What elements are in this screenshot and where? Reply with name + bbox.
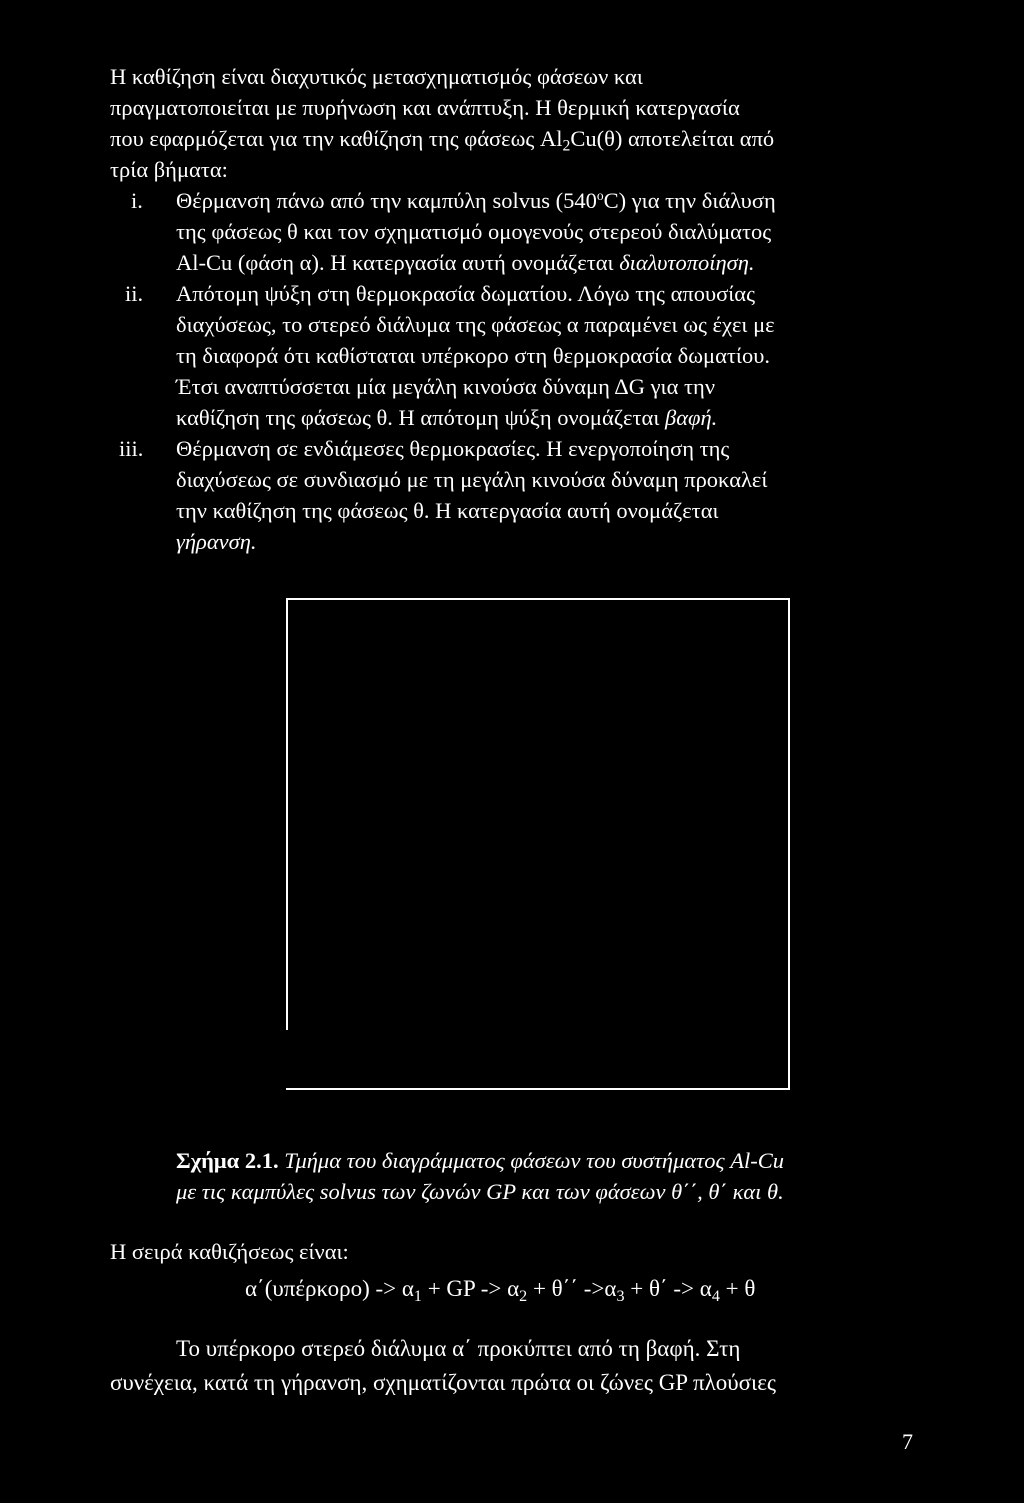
- figure-frame-top: [286, 598, 790, 600]
- step-1-line-2: της φάσεως θ και τον σχηματισμό ομογενούς στερεού διαλύματος: [176, 219, 772, 244]
- closing-line-1: Το υπέρκορο στερεό διάλυμα α΄ προκύπτει από τη βαφή. Στη: [176, 1336, 741, 1361]
- step-3-line-3: την καθίζηση της φάσεως θ. Η κατεργασία αυτή ονομάζεται: [176, 498, 719, 523]
- figure-caption-line-1: Σχήμα 2.1. Τμήμα του διαγράμματος φάσεων του συστήματος Al-Cu: [176, 1148, 784, 1173]
- step-1-line-3: Al-Cu (φάση α). Η κατεργασία αυτή ονομάζεται διαλυτοποίηση.: [176, 250, 755, 275]
- intro-line-2: πραγματοποιείται με πυρήνωση και ανάπτυξη. Η θερμική κατεργασία: [110, 95, 740, 120]
- figure-caption-line-2: με τις καμπύλες solvus των ζωνών GP και των φάσεων θ΄΄, θ΄ και θ.: [176, 1179, 784, 1204]
- figure-frame: [286, 598, 790, 1090]
- figure-frame-bottom: [286, 1088, 790, 1090]
- closing-line-2: συνέχεια, κατά τη γήρανση, σχηματίζονται πρώτα οι ζώνες GP πλούσιες: [110, 1370, 777, 1395]
- sequence-formula: $\alpha΄(\upsilon\pi έ\rho\kappa o\rho o) -> \alpha_1$ + GP -> $\alpha_2 + \theta΄΄$ $->\alpha_3 + \theta΄ -> \alpha_4 + \theta$: [245, 1276, 756, 1305]
- page-number: 7: [902, 1429, 913, 1454]
- figure-frame-right: [788, 598, 790, 1090]
- step-3-line-2: διαχύσεως σε συνδιασμό με τη μεγάλη κινούσα δύναμη προκαλεί: [176, 467, 768, 492]
- figure-frame-left: [286, 598, 288, 1030]
- step-2-line-2: διαχύσεως, το στερεό διάλυμα της φάσεως α παραμένει ως έχει με: [176, 312, 775, 337]
- intro-line-1: Η καθίζηση είναι διαχυτικός μετασχηματισμός φάσεων και: [110, 64, 643, 89]
- step-1-line-1: Θέρμανση πάνω από την καμπύλη solvus (540$^o$C) για την διάλυση: [176, 187, 776, 213]
- step-3-line-4: γήρανση.: [176, 529, 257, 554]
- sequence-intro: Η σειρά καθιζήσεως είναι:: [110, 1239, 349, 1264]
- step-2-line-3: τη διαφορά ότι καθίσταται υπέρκορο στη θερμοκρασία δωματίου.: [176, 343, 770, 368]
- intro-line-3: που εφαρμόζεται για την καθίζηση της φάσεως $Al_2Cu(\theta)$ αποτελείται από: [110, 126, 775, 155]
- step-1-label: i.: [131, 188, 143, 213]
- step-3-line-1: Θέρμανση σε ενδιάμεσες θερμοκρασίες. Η ενεργοποίηση της: [176, 436, 730, 461]
- step-2-line-4: Έτσι αναπτύσσεται μία μεγάλη κινούσα δύναμη ΔG για την: [176, 374, 715, 399]
- intro-line-4: τρία βήματα:: [110, 157, 228, 182]
- step-2-label: ii.: [125, 281, 144, 306]
- step-2-line-5: καθίζηση της φάσεως θ. Η απότομη ψύξη ονομάζεται βαφή.: [176, 405, 718, 430]
- step-3-label: iii.: [119, 436, 144, 461]
- step-2-line-1: Απότομη ψύξη στη θερμοκρασία δωματίου. Λόγω της απουσίας: [176, 281, 755, 306]
